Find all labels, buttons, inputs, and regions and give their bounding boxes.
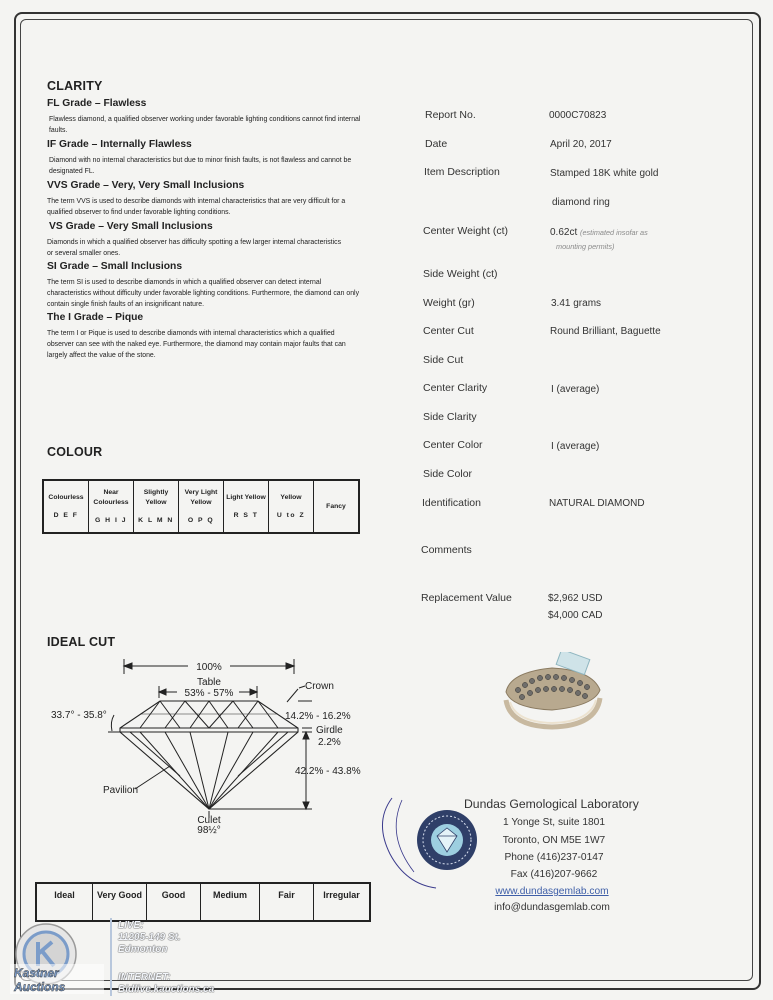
lab-name: Dundas Gemological Laboratory xyxy=(464,797,639,811)
grade-si-desc: The term SI is used to describe diamonds in which a qualified observer can detect internal characteristics without difficulty under favorable lighting conditions. Furthermore, the diamond can only contain single finish faults of an insignificant nature. xyxy=(47,279,360,308)
culet-value: 98½° xyxy=(197,825,221,836)
cut-grade-cell: Very Good xyxy=(93,883,147,921)
colour-cell: Near Colourless G H I J xyxy=(89,480,134,533)
center-weight-note: (estimated insofar as xyxy=(580,228,648,237)
watermark-city: Edmonton xyxy=(118,944,168,955)
colour-cell: Slightly Yellow K L M N xyxy=(134,480,179,533)
item-description-label: Item Description xyxy=(424,166,500,178)
grade-vs-desc: Diamonds in which a qualified observer has difficulty spotting a few larger internal characteristics or several smaller ones. xyxy=(47,239,342,257)
center-weight-note-2: mounting permits) xyxy=(556,242,615,251)
date-label: Date xyxy=(425,138,448,150)
weight-label: Weight (gr) xyxy=(423,297,475,309)
grade-i-desc: The term I or Pique is used to describe diamonds with internal characteristics which a qualified observer can see with the naked eye. Furthermore, the diamond may contain major faults that can largely affect the value of the stone. xyxy=(47,330,346,359)
report-no-label: Report No. xyxy=(425,109,476,121)
cut-grade-cell: Fair xyxy=(260,883,314,921)
cut-grade-table xyxy=(35,882,371,922)
total-width-label: 100% xyxy=(196,662,222,673)
identification-label: Identification xyxy=(422,497,481,509)
colour-scale-table xyxy=(42,479,360,534)
lab-website-link[interactable]: www.dundasgemlab.com xyxy=(495,886,609,897)
identification-value: NATURAL DIAMOND xyxy=(549,498,645,509)
center-clarity-value: I (average) xyxy=(551,384,600,395)
lab-email: info@dundasgemlab.com xyxy=(494,902,610,913)
svg-text:Auctions: Auctions xyxy=(14,980,66,994)
center-cut-value: Round Brilliant, Baguette xyxy=(550,326,661,337)
side-clarity-label: Side Clarity xyxy=(423,411,477,423)
grade-vvs-title: VVS Grade – Very, Very Small Inclusions xyxy=(47,180,245,191)
replacement-value-cad: $4,000 CAD xyxy=(548,610,603,621)
watermark-site: Bidlive.kauctions.ca xyxy=(118,984,215,995)
clarity-heading: CLARITY xyxy=(47,79,103,93)
lab-address-line1: 1 Yonge St, suite 1801 xyxy=(503,817,605,828)
watermark-address: 11205-149 St. xyxy=(118,932,181,943)
report-no-value: 0000C70823 xyxy=(549,110,607,121)
colour-cell: Colourless D E F xyxy=(43,480,89,533)
ideal-cut-heading: IDEAL CUT xyxy=(47,635,116,649)
lab-address-line2: Toronto, ON M5E 1W7 xyxy=(502,835,606,846)
lab-fax: Fax (416)207-9662 xyxy=(510,869,598,880)
svg-text:Kastner: Kastner xyxy=(14,966,59,980)
pavilion-depth-label: 42.2% - 43.8% xyxy=(295,766,361,777)
cut-grade-cell: Medium xyxy=(201,883,260,921)
pavilion-label: Pavilion xyxy=(103,785,139,796)
side-cut-label: Side Cut xyxy=(423,354,464,366)
grade-if-title: IF Grade – Internally Flawless xyxy=(47,139,192,150)
center-weight-value: 0.62ct (estimated insofar as xyxy=(550,227,648,238)
center-cut-label: Center Cut xyxy=(423,325,474,337)
table-label: Table xyxy=(197,677,221,688)
cut-grade-cell: Good xyxy=(147,883,201,921)
comments-label: Comments xyxy=(421,544,472,556)
date-value: April 20, 2017 xyxy=(550,139,612,150)
colour-cell: Very Light Yellow O P Q xyxy=(179,480,224,533)
grade-fl-title: FL Grade – Flawless xyxy=(47,98,147,109)
center-weight-label: Center Weight (ct) xyxy=(423,225,508,237)
lab-phone: Phone (416)237-0147 xyxy=(504,852,604,863)
replacement-value-label: Replacement Value xyxy=(421,592,512,604)
side-color-label: Side Color xyxy=(423,468,473,480)
grade-vs-title: VS Grade – Very Small Inclusions xyxy=(49,221,213,232)
colour-cell: Light Yellow R S T xyxy=(224,480,269,533)
ring-photo xyxy=(500,652,605,730)
grade-if-desc: Diamond with no internal characteristics but due to minor finish faults, is not flawless and cannot be designated FL. xyxy=(49,157,352,175)
side-weight-label: Side Weight (ct) xyxy=(423,268,498,280)
watermark-live-label: LIVE: xyxy=(118,920,144,931)
diamond-proportions-diagram xyxy=(40,652,370,837)
grade-si-title: SI Grade – Small Inclusions xyxy=(47,261,183,272)
center-clarity-label: Center Clarity xyxy=(423,382,488,394)
item-description-value-2: diamond ring xyxy=(552,197,610,208)
replacement-value-usd: $2,962 USD xyxy=(548,593,603,604)
center-color-label: Center Color xyxy=(423,439,483,451)
grade-fl-desc: Flawless diamond, a qualified observer working under favorable lighting conditions cannot find internal faults. xyxy=(49,116,361,134)
crown-label: Crown xyxy=(305,681,334,692)
girdle-label: Girdle xyxy=(316,725,343,736)
item-description-value: Stamped 18K white gold xyxy=(550,168,659,179)
girdle-value: 2.2% xyxy=(318,737,341,748)
colour-cell: Fancy xyxy=(314,480,360,533)
cut-grade-cell: Irregular xyxy=(314,883,371,921)
colour-cell: Yellow U to Z xyxy=(269,480,314,533)
cut-grade-cell: Ideal xyxy=(36,883,93,921)
weight-value: 3.41 grams xyxy=(551,298,602,309)
crown-height-label: 14.2% - 16.2% xyxy=(285,711,351,722)
grade-vvs-desc: The term VVS is used to describe diamonds with internal characteristics that are very difficult for a qualified observer to find under favorable lighting conditions. xyxy=(47,198,346,216)
kastner-auctions-logo xyxy=(4,920,114,998)
grade-i-title: The I Grade – Pique xyxy=(47,312,144,323)
watermark-internet-label: INTERNET: xyxy=(118,972,171,983)
table-range-label: 53% - 57% xyxy=(184,688,234,699)
colour-heading: COLOUR xyxy=(47,445,103,459)
center-color-value: I (average) xyxy=(551,441,600,452)
culet-label: Culet xyxy=(197,815,221,826)
watermark-divider xyxy=(110,918,112,996)
crown-angle-label: 33.7° - 35.8° xyxy=(51,710,107,721)
